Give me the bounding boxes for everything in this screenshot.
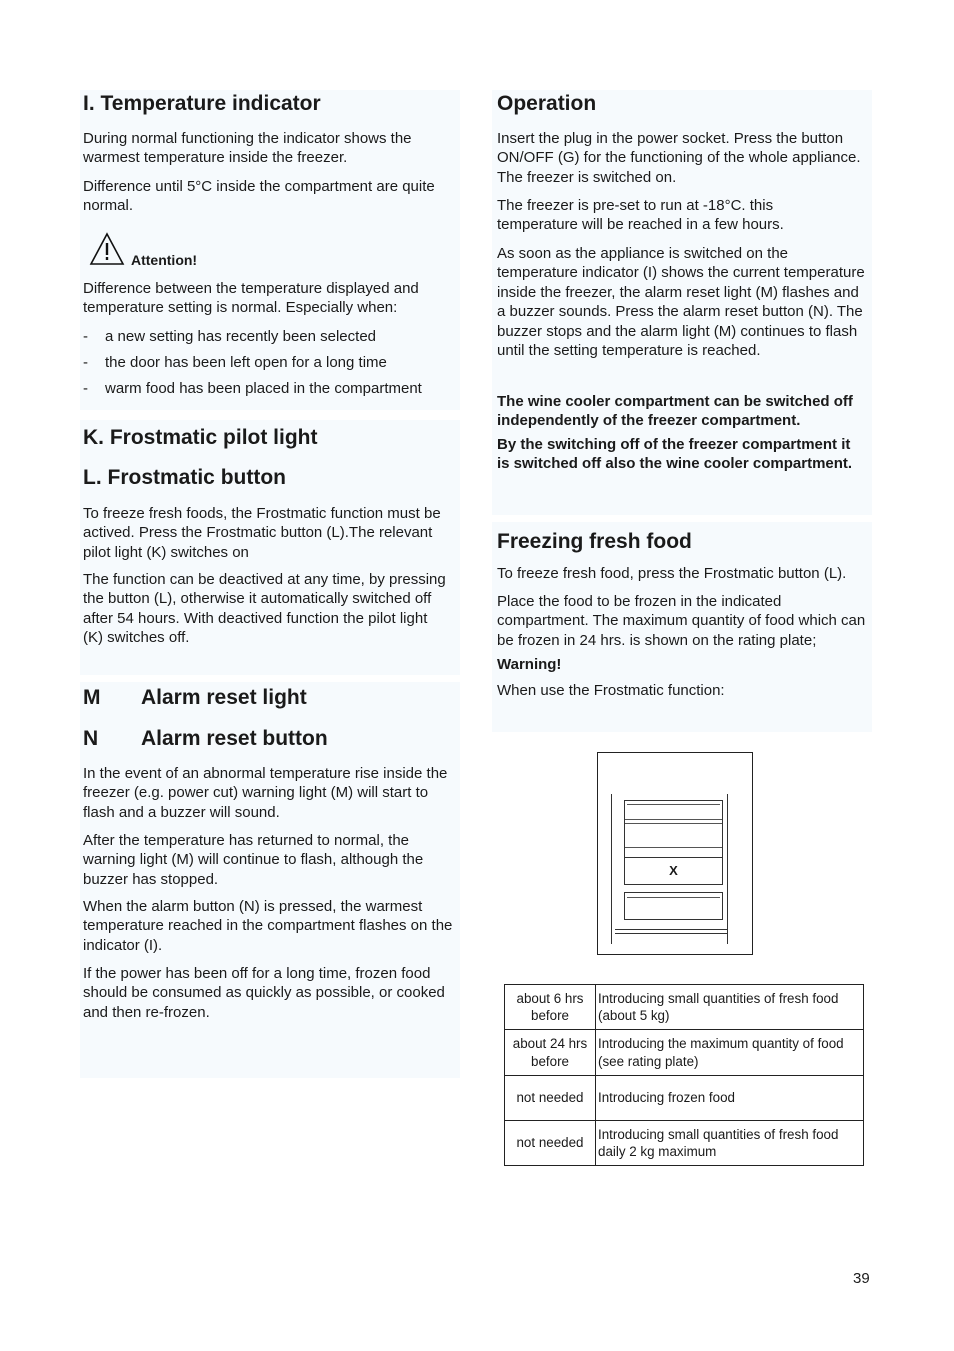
alarm-paragraph-3: When the alarm button (N) is pressed, the warmest temperature reached in the compartment flashes on the indicator (I). bbox=[83, 898, 453, 954]
freezer-switch-off-note: By the switching off of the freezer compartment it is switched off also the wine cooler compartment. bbox=[497, 436, 853, 473]
freezing-fresh-food-heading: Freezing fresh food bbox=[497, 530, 692, 553]
alarm-reset-button-heading: N Alarm reset button bbox=[83, 727, 328, 750]
left-column bbox=[83, 0, 455, 1100]
alarm-reset-light-heading: M Alarm reset light bbox=[83, 686, 307, 709]
table-cell-when: not needed bbox=[505, 1121, 596, 1166]
frostmatic-button-heading: L. Frostmatic button bbox=[83, 466, 286, 489]
page-number: 39 bbox=[853, 1270, 870, 1287]
operation-heading: Operation bbox=[497, 92, 597, 115]
operation-paragraph-3: As soon as the appliance is switched on the temperature indicator (I) shows the current temperature inside the freezer, the alarm reset light (M) flashes and a buzzer sounds. Press the alarm reset button (N). The buzzer stops and the alarm light (M) continues to flash until the setting temperature is reached. bbox=[497, 245, 865, 360]
attention-label: Attention! bbox=[131, 252, 198, 268]
attention-block bbox=[83, 232, 283, 272]
freezer-drawer-bottom bbox=[624, 892, 723, 920]
table-row bbox=[505, 1121, 864, 1166]
operation-paragraph-1: Insert the plug in the power socket. Press the button ON/OFF (G) for the functioning of the whole appliance. The freezer is switched on. bbox=[497, 130, 861, 186]
frostmatic-paragraph-1: To freeze fresh foods, the Frostmatic function must be actived. Press the Frostmatic button (L).The relevant pilot light (K) switches on bbox=[83, 505, 441, 561]
operation-paragraph-2: The freezer is pre-set to run at -18°C. this temperature will be reached in a few hours. bbox=[497, 197, 784, 234]
temperature-paragraph-1: During normal functioning the indicator shows the warmest temperature inside the freezer. bbox=[83, 130, 412, 167]
table-row bbox=[505, 1076, 864, 1121]
table-cell-what: Introducing frozen food bbox=[596, 1076, 864, 1121]
table-cell-what: Introducing small quantities of fresh food (about 5 kg) bbox=[596, 985, 864, 1030]
freezing-paragraph-2: Place the food to be frozen in the indicated compartment. The maximum quantity of food which can be frozen in 24 hrs. is shown on the rating plate; bbox=[497, 593, 866, 649]
table-cell-what: Introducing small quantities of fresh food daily 2 kg maximum bbox=[596, 1121, 864, 1166]
table-cell-when: not needed bbox=[505, 1076, 596, 1121]
alarm-paragraph-4: If the power has been off for a long time, frozen food should be consumed as quickly as possible, or cooked and then re-frozen. bbox=[83, 965, 445, 1021]
table-cell-when: about 6 hrs before bbox=[505, 985, 596, 1030]
frostmatic-pilot-heading: K. Frostmatic pilot light bbox=[83, 426, 318, 449]
bullet-item: - a new setting has recently been selected bbox=[83, 328, 377, 345]
warning-label: Warning! bbox=[497, 656, 562, 673]
wine-cooler-note: The wine cooler compartment can be switched off independently of the freezer compartment. bbox=[497, 393, 853, 430]
freezing-paragraph-1: To freeze fresh food, press the Frostmatic button (L). bbox=[497, 565, 847, 582]
table-row bbox=[505, 1030, 864, 1076]
table-cell-when: about 24 hrs before bbox=[505, 1030, 596, 1076]
alarm-paragraph-1: In the event of an abnormal temperature rise inside the freezer (e.g. power cut) warning light (M) will start to flash and a buzzer will sound. bbox=[83, 765, 448, 821]
temperature-paragraph-2: Difference until 5°C inside the compartment are quite normal. bbox=[83, 178, 435, 215]
temperature-paragraph-3: Difference between the temperature displayed and temperature setting is normal. Especially when: bbox=[83, 280, 419, 317]
right-column bbox=[497, 0, 869, 740]
bullet-item: - warm food has been placed in the compartment bbox=[83, 380, 422, 397]
selected-compartment-mark: X bbox=[669, 863, 678, 878]
frostmatic-schedule-table bbox=[504, 984, 864, 1166]
table-cell-what: Introducing the maximum quantity of food (see rating plate) bbox=[596, 1030, 864, 1076]
temperature-indicator-heading: I. Temperature indicator bbox=[83, 92, 321, 115]
warning-triangle-icon bbox=[89, 232, 125, 266]
freezer-drawer-diagram bbox=[597, 752, 753, 955]
table-row bbox=[505, 985, 864, 1030]
alarm-paragraph-2: After the temperature has returned to normal, the warning light (M) will continue to flash, although the buzzer has stopped. bbox=[83, 832, 424, 888]
frostmatic-paragraph-2: The function can be deactived at any time, by pressing the button (L), otherwise it automatically switched off after 54 hours. With deactived function the pilot light (K) switches off. bbox=[83, 571, 446, 647]
bullet-item: - the door has been left open for a long time bbox=[83, 354, 387, 371]
freezing-paragraph-3: When use the Frostmatic function: bbox=[497, 682, 725, 699]
freezer-drawer-marked bbox=[624, 857, 723, 885]
